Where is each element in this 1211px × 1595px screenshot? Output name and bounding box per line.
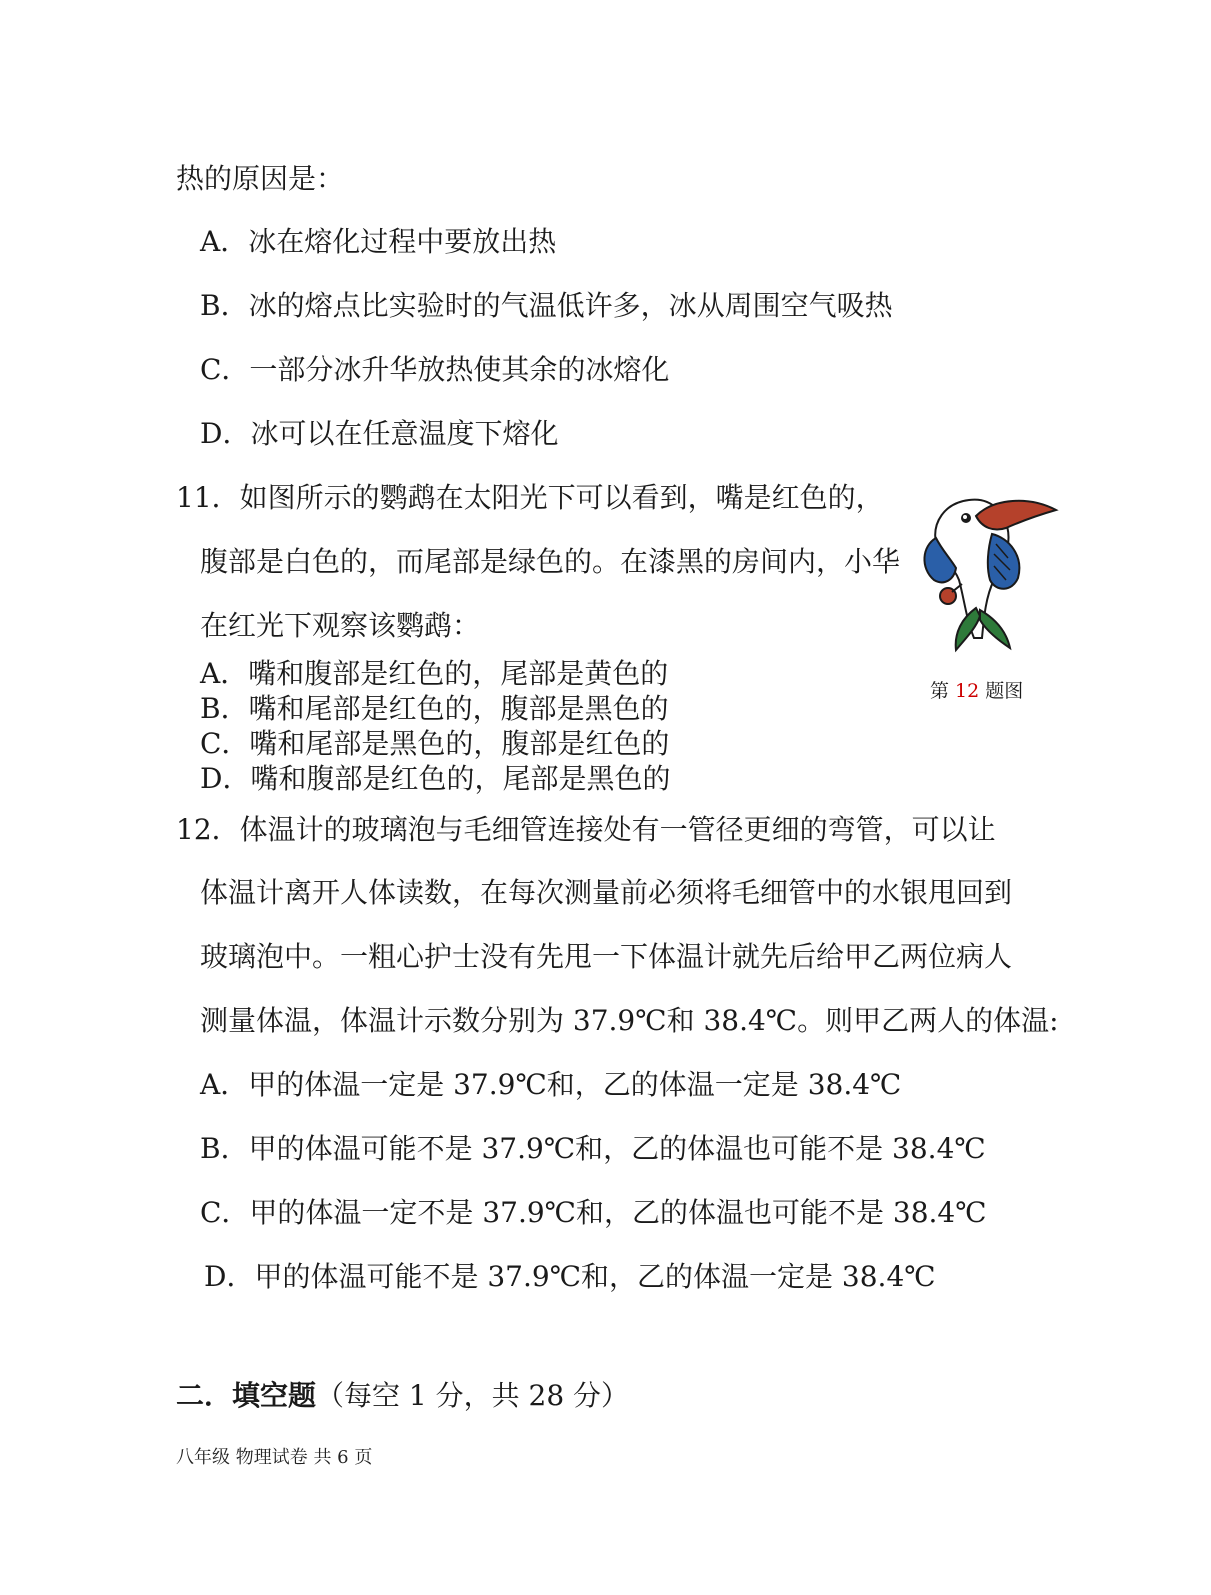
q12-stem-line-3: 玻璃泡中。一粗心护士没有先甩一下体温计就先后给甲乙两位病人	[200, 940, 1013, 973]
section-2-note: （每空 1 分，共 28 分）	[316, 1379, 630, 1412]
parrot-figure	[914, 488, 1064, 653]
q11-option-b: B．嘴和尾部是红色的，腹部是黑色的	[200, 692, 669, 725]
q11-stem-line-3: 在红光下观察该鹦鹉：	[200, 609, 481, 642]
q11-stem-line-1: 11．如图所示的鹦鹉在太阳光下可以看到，嘴是红色的，	[176, 481, 884, 514]
figure-caption-number: 12	[955, 680, 980, 702]
q10-option-c: C．一部分冰升华放热使其余的冰熔化	[200, 353, 670, 386]
q11-option-c: C．嘴和尾部是黑色的，腹部是红色的	[200, 727, 670, 760]
q10-option-b: B．冰的熔点比实验时的气温低许多，冰从周围空气吸热	[200, 289, 893, 322]
section-2-number: 二．填空题	[176, 1379, 317, 1412]
q10-option-a: A．冰在熔化过程中要放出热	[200, 225, 557, 258]
q11-option-d: D．嘴和腹部是红色的，尾部是黑色的	[200, 762, 671, 795]
parrot-right-wing	[988, 534, 1020, 589]
parrot-tail-right	[980, 610, 1010, 648]
q12-stem-line-1: 12．体温计的玻璃泡与毛细管连接处有一管径更细的弯管，可以让	[176, 813, 996, 846]
q12-stem-line-4: 测量体温，体温计示数分别为 37.9℃和 38.4℃。则甲乙两人的体温:	[200, 1004, 1059, 1037]
figure-caption-prefix: 第	[930, 680, 956, 702]
figure-caption-suffix: 题图	[979, 680, 1024, 702]
q10-stem-tail: 热的原因是：	[176, 162, 345, 195]
q12-option-a: A．甲的体温一定是 37.9℃和，乙的体温一定是 38.4℃	[200, 1068, 902, 1101]
q10-option-d: D．冰可以在任意温度下熔化	[200, 417, 559, 450]
q12-stem-line-2: 体温计离开人体读数，在每次测量前必须将毛细管中的水银甩回到	[200, 876, 1013, 909]
section-2-heading	[176, 1374, 629, 1414]
q11-stem-line-2: 腹部是白色的，而尾部是绿色的。在漆黑的房间内，小华	[200, 545, 901, 578]
parrot-eye-highlight	[963, 515, 967, 519]
q12-option-c: C．甲的体温一定不是 37.9℃和，乙的体温也可能不是 38.4℃	[200, 1196, 987, 1229]
q12-option-d: D．甲的体温可能不是 37.9℃和，乙的体温一定是 38.4℃	[204, 1260, 936, 1293]
q11-option-a: A．嘴和腹部是红色的，尾部是黄色的	[200, 657, 669, 690]
figure-caption	[930, 676, 1023, 703]
q12-option-b: B．甲的体温可能不是 37.9℃和，乙的体温也可能不是 38.4℃	[200, 1132, 986, 1165]
page-footer: 八年级 物理试卷 共 6 页	[176, 1447, 373, 1468]
